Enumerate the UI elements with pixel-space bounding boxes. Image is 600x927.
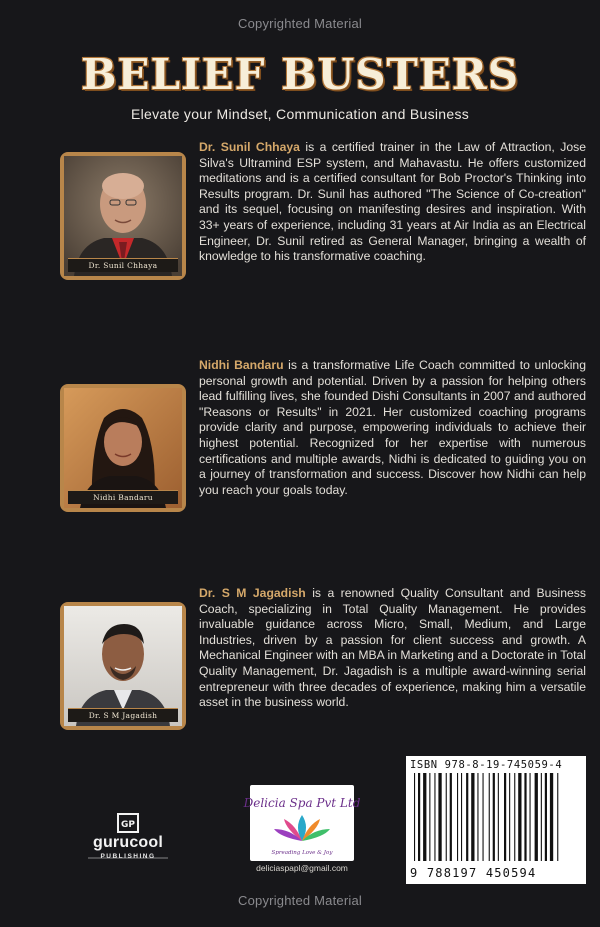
spa-logo <box>243 785 361 861</box>
author-bio-sunil <box>199 140 586 265</box>
author-bio-jagadish <box>199 586 586 711</box>
publisher-name: gurucool <box>92 834 164 851</box>
author-photo-jagadish <box>60 602 186 730</box>
author-nameplate: Dr. S M Jagadish <box>68 708 178 722</box>
author-bio-nidhi <box>199 358 586 498</box>
barcode-icon <box>410 771 582 863</box>
isbn-barcode <box>406 756 586 884</box>
author-bio-text: is a transformative Life Coach committed to unlocking personal growth and potential. Driven by a passion for helping others lead fulfilling lives, she founded Dishi Consultants in 2007 and authored "Reasons or Results" in 2021. Her customized coaching programs provide clarity and purpose, empowering individuals to achieve their highest potential. Recognized for her expertise with numerous certifications and multiple awards, Nidhi is dedicated to guiding you on a journey of transformation and success. Discover how Nidhi can help you reach your goals today. <box>199 358 586 497</box>
spa-tagline: Spreading Love & Joy <box>271 850 333 856</box>
publisher-monogram: GP <box>121 820 135 830</box>
spa-name: Delicia Spa Pvt Ltd <box>243 796 361 810</box>
author-name: Dr. S M Jagadish <box>199 586 306 600</box>
author-photo-nidhi <box>60 384 186 512</box>
book-subtitle: Elevate your Mindset, Communication and Business <box>130 106 470 122</box>
copyright-watermark-bottom: Copyrighted Material <box>238 893 362 908</box>
book-title: BELIEF BUSTERS <box>80 50 520 99</box>
author-nameplate: Dr. Sunil Chhaya <box>68 258 178 272</box>
barcode-number: 9 788197 450594 <box>410 866 537 880</box>
author-name: Nidhi Bandaru <box>199 358 284 372</box>
isbn-label: ISBN 978-8-19-745059-4 <box>410 759 563 771</box>
copyright-watermark-top: Copyrighted Material <box>238 16 362 31</box>
publisher-subtitle: PUBLISHING <box>100 853 156 860</box>
author-nameplate: Nidhi Bandaru <box>68 490 178 504</box>
author-bio-text: is a renowned Quality Consultant and Business Coach, specializing in Total Quality Management. He provides invaluable guidance across Micro, Small, Medium, and Large Industries, driven by a passion for client success and growth. A Mechanical Engineer with an MBA in Marketing and a Doctorate in Total Quality Management, Dr. Jagadish is a multiple award-winning serial entrepreneur with three decades of experience, making him a versatile asset in the business world. <box>199 586 586 710</box>
author-name: Dr. Sunil Chhaya <box>199 140 300 154</box>
spa-email: deliciaspapl@gmail.com <box>256 863 348 873</box>
author-photo-sunil <box>60 152 186 280</box>
author-bio-text: is a certified trainer in the Law of Attraction, Jose Silva's Ultramind ESP system, and Mahavastu. He offers customized meditations and is a certified consultant for Bob Proctor's Thinking into Results program. Dr. Sunil has authored "The Science of Co-creation" and its sequel, focusing on manifesting desires and inspiration. With 33+ years of experience, including 31 years at Air India as an Electrical Engineer, Dr. Sunil retired as General Manager, bringing a wealth of knowledge to his transformative coaching. <box>199 140 586 264</box>
lotus-icon <box>243 785 361 861</box>
